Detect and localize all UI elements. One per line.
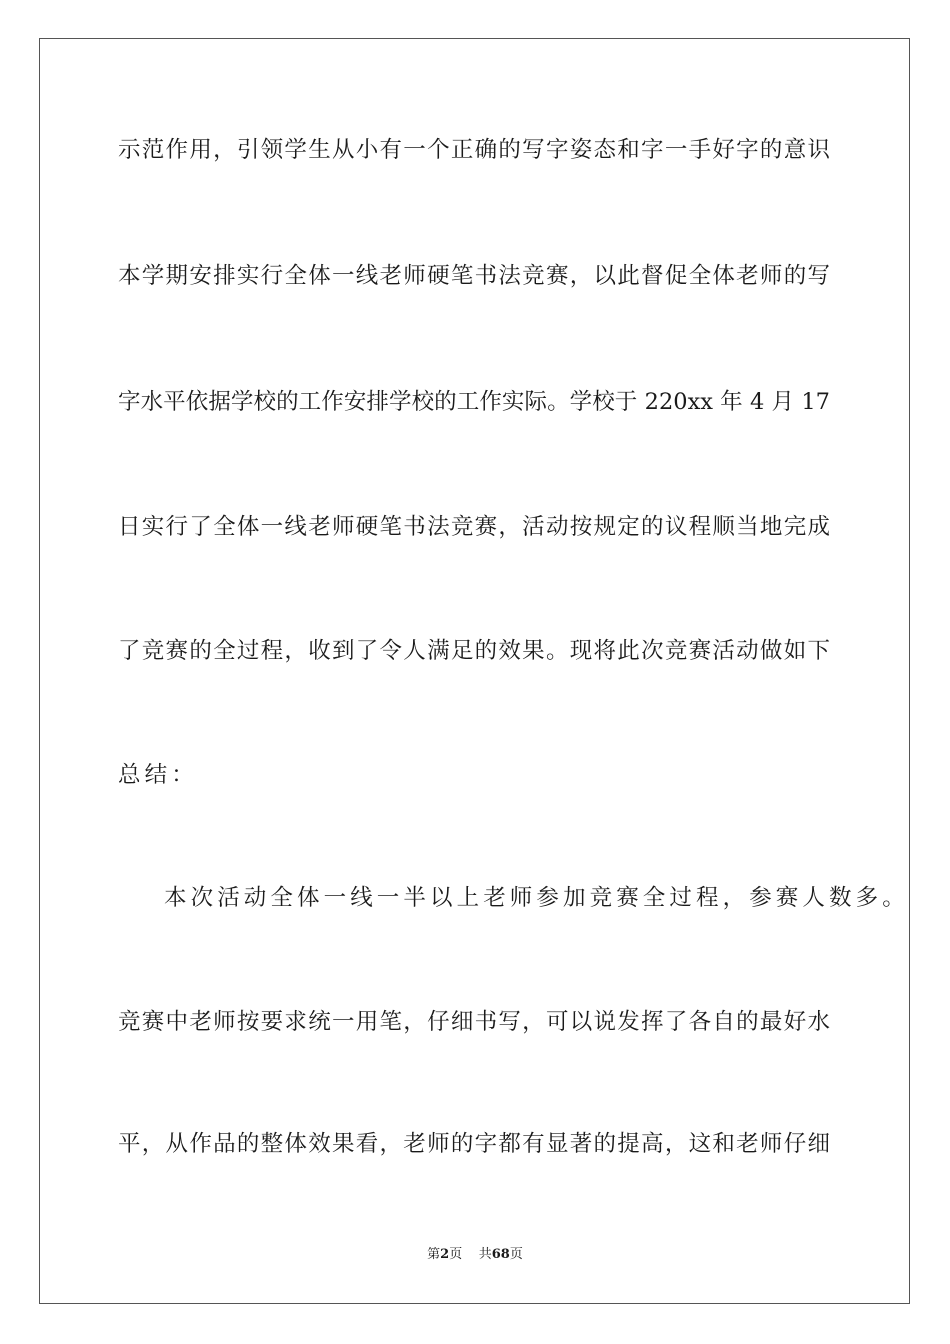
text-line-5: 了竞赛的全过程，收到了令人满足的效果。现将此次竞赛活动做如下 bbox=[118, 638, 830, 664]
text-line-9: 平，从作品的整体效果看，老师的字都有显著的提高，这和老师仔细 bbox=[118, 1131, 830, 1157]
text-line-8: 竞赛中老师按要求统一用笔，仔细书写，可以说发挥了各自的最好水 bbox=[118, 1009, 830, 1035]
page-border bbox=[39, 38, 910, 1304]
text-line-1: 示范作用，引领学生从小有一个正确的写字姿态和字一手好字的意识 bbox=[118, 137, 830, 163]
paragraph-first-line: 本次活动全体一线一半以上老师参加竞赛全过程，参赛人数多。 bbox=[164, 885, 909, 911]
text-line-4: 日实行了全体一线老师硬笔书法竞赛，活动按规定的议程顺当地完成 bbox=[118, 514, 830, 540]
current-page-number: 2 bbox=[440, 1247, 450, 1262]
footer-prefix: 第 bbox=[427, 1247, 441, 1262]
footer-total-prefix: 共 bbox=[478, 1247, 492, 1262]
total-pages-number: 68 bbox=[491, 1247, 510, 1262]
footer-total-suffix: 页 bbox=[509, 1247, 523, 1262]
text-line-3: 字水平依据学校的工作安排学校的工作实际。学校于 220xx 年 4 月 17 bbox=[118, 389, 830, 415]
text-line-2: 本学期安排实行全体一线老师硬笔书法竞赛，以此督促全体老师的写 bbox=[118, 263, 830, 289]
text-line-6: 总结： bbox=[118, 762, 198, 788]
footer-page-suffix: 页 bbox=[449, 1247, 463, 1262]
page-footer bbox=[0, 1245, 950, 1265]
